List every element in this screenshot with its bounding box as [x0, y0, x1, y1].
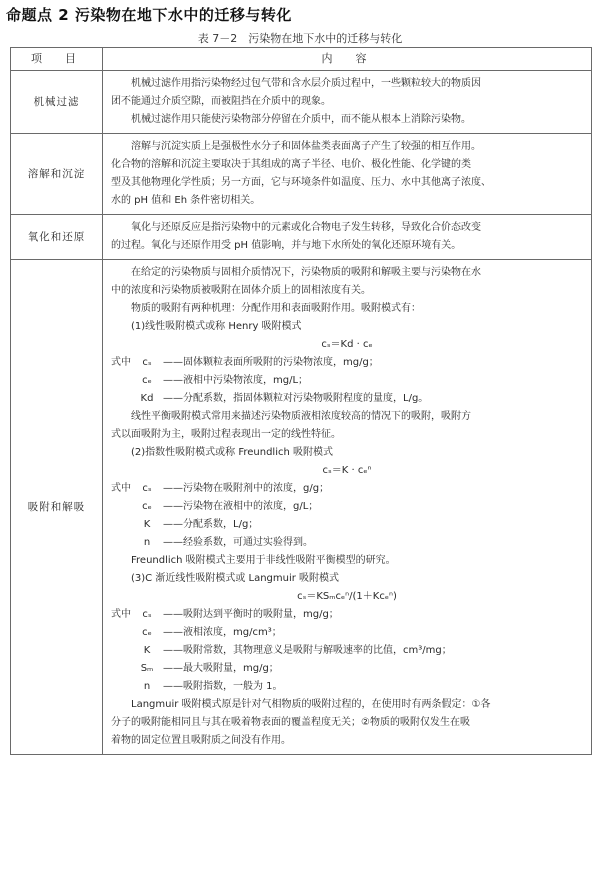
definition-row — [111, 354, 583, 372]
text-line: 中的浓度和污染物质被吸附在固体介质上的固相浓度有关。 — [111, 285, 371, 296]
migration-table — [10, 47, 592, 755]
row-content-adsorption — [103, 260, 592, 755]
definition-row — [111, 498, 583, 516]
formula-langmuir: cₛ＝KSₘcₑⁿ/(1＋Kcₑⁿ) — [297, 591, 397, 602]
where-label: 式中 — [111, 609, 131, 620]
header-item: 项 目 — [11, 48, 103, 71]
table-row — [11, 134, 592, 215]
text-line: 在给定的污染物质与固相介质情况下，污染物质的吸附和解吸主要与污染物在水 — [131, 267, 481, 278]
symbol: cₑ — [142, 375, 152, 386]
definition-row — [111, 660, 583, 678]
text-line: 机械过滤作用只能使污染物部分停留在介质中，而不能从根本上消除污染物。 — [131, 114, 471, 125]
definition-text: ——吸附常数，其物理意义是吸附与解吸速率的比值，cm³/mg； — [163, 645, 452, 656]
definition-text: ——吸附达到平衡时的吸附量，mg/g； — [163, 609, 339, 620]
text-line: 化合物的溶解和沉淀主要取决于其组成的离子半径、电价、极化性能、化学键的类 — [111, 159, 471, 170]
definition-row — [111, 624, 583, 642]
definition-row — [111, 642, 583, 660]
definition-row — [111, 390, 583, 408]
formula-freundlich: cₛ＝K · cₑⁿ — [322, 465, 372, 476]
text-line: 团不能通过介质空隙，而被阻挡在介质中的现象。 — [111, 96, 331, 107]
definition-text: ——吸附指数，一般为 1。 — [163, 681, 283, 692]
table-row — [11, 215, 592, 260]
definition-text: ——污染物在吸附剂中的浓度，g/g； — [163, 483, 330, 494]
table-row — [11, 260, 592, 755]
text-line: 机械过滤作用指污染物经过包气带和含水层介质过程中，一些颗粒较大的物质因 — [131, 78, 481, 89]
definition-text: ——分配系数，指固体颗粒对污染物吸附程度的量度，L/g。 — [163, 393, 429, 404]
definition-text: ——固体颗粒表面所吸附的污染物浓度，mg/g； — [163, 357, 379, 368]
text-line: Langmuir 吸附模式原是针对气相物质的吸附过程的，在使用时有两条假定：①各 — [131, 699, 491, 710]
symbol: Kd — [140, 393, 154, 404]
text-line: 氧化与还原反应是指污染物中的元素或化合物电子发生转移，导致化合价态改变 — [131, 222, 481, 233]
symbol: cₛ — [142, 609, 152, 620]
definition-text: ——污染物在液相中的浓度，g/L； — [163, 501, 319, 512]
symbol: K — [143, 519, 151, 530]
row-item-dissolution: 溶解和沉淀 — [11, 134, 103, 215]
symbol: cₛ — [142, 357, 152, 368]
row-item-adsorption: 吸附和解吸 — [11, 260, 103, 755]
model-title-langmuir: (3)C 渐近线性吸附模式或 Langmuir 吸附模式 — [131, 573, 340, 584]
text-line: 式以面吸附为主，吸附过程表现出一定的线性特征。 — [111, 429, 341, 440]
definition-row — [111, 606, 583, 624]
definition-text: ——液相浓度，mg/cm³； — [163, 627, 282, 638]
definition-row — [111, 516, 583, 534]
text-line: 线性平衡吸附模式常用来描述污染物质液相浓度较高的情况下的吸附，吸附方 — [131, 411, 471, 422]
formula-linear: cₛ＝Kd · cₑ — [321, 339, 373, 350]
definition-row — [111, 480, 583, 498]
row-content-dissolution — [103, 134, 592, 215]
symbol: Sₘ — [140, 663, 154, 674]
section-heading: 命题点 2 污染物在地下水中的迁移与转化 — [6, 6, 292, 24]
text-line: 物质的吸附有两种机理：分配作用和表面吸附作用。吸附模式有： — [131, 303, 421, 314]
row-item-redox: 氧化和还原 — [11, 215, 103, 260]
row-content-filtration — [103, 71, 592, 134]
text-line: 分子的吸附能相同且与其在吸着物表面的覆盖程度无关；②物质的吸附仅发生在吸 — [111, 717, 470, 728]
row-content-redox — [103, 215, 592, 260]
definition-row — [111, 372, 583, 390]
definition-row — [111, 534, 583, 552]
table-header-row — [11, 48, 592, 71]
model-title-linear: (1)线性吸附模式或称 Henry 吸附模式 — [131, 321, 302, 332]
text-line: 水的 pH 值和 Eh 条件密切相关。 — [111, 195, 261, 206]
symbol: n — [143, 681, 151, 692]
symbol: K — [143, 645, 151, 656]
where-label: 式中 — [111, 483, 131, 494]
definition-text: ——分配系数，L/g； — [163, 519, 259, 530]
symbol: n — [143, 537, 151, 548]
text-line: 着物的固定位置且吸附质之间没有作用。 — [111, 735, 291, 746]
symbol: cₑ — [142, 627, 152, 638]
text-line: Freundlich 吸附模式主要用于非线性吸附平衡模型的研究。 — [131, 555, 396, 566]
symbol: cₑ — [142, 501, 152, 512]
definition-text: ——液相中污染物浓度，mg/L； — [163, 375, 309, 386]
text-line: 型及其他物理化学性质；另一方面，它与环境条件如温度、压力、水中其他离子浓度、 — [111, 177, 491, 188]
row-item-filtration: 机械过滤 — [11, 71, 103, 134]
definition-text: ——最大吸附量，mg/g； — [163, 663, 279, 674]
table-caption: 表 7－2 污染物在地下水中的迁移与转化 — [197, 32, 403, 45]
header-content: 内 容 — [103, 48, 592, 71]
where-label: 式中 — [111, 357, 131, 368]
definition-row — [111, 678, 583, 696]
text-line: 的过程。氧化与还原作用受 pH 值影响，并与地下水所处的氧化还原环境有关。 — [111, 240, 462, 251]
definition-text: ——经验系数，可通过实验得到。 — [163, 537, 313, 548]
model-title-freundlich: (2)指数性吸附模式或称 Freundlich 吸附模式 — [131, 447, 334, 458]
text-line: 溶解与沉淀实质上是强极性水分子和固体盐类表面离子产生了较强的相互作用。 — [131, 141, 481, 152]
symbol: cₛ — [142, 483, 152, 494]
table-row — [11, 71, 592, 134]
